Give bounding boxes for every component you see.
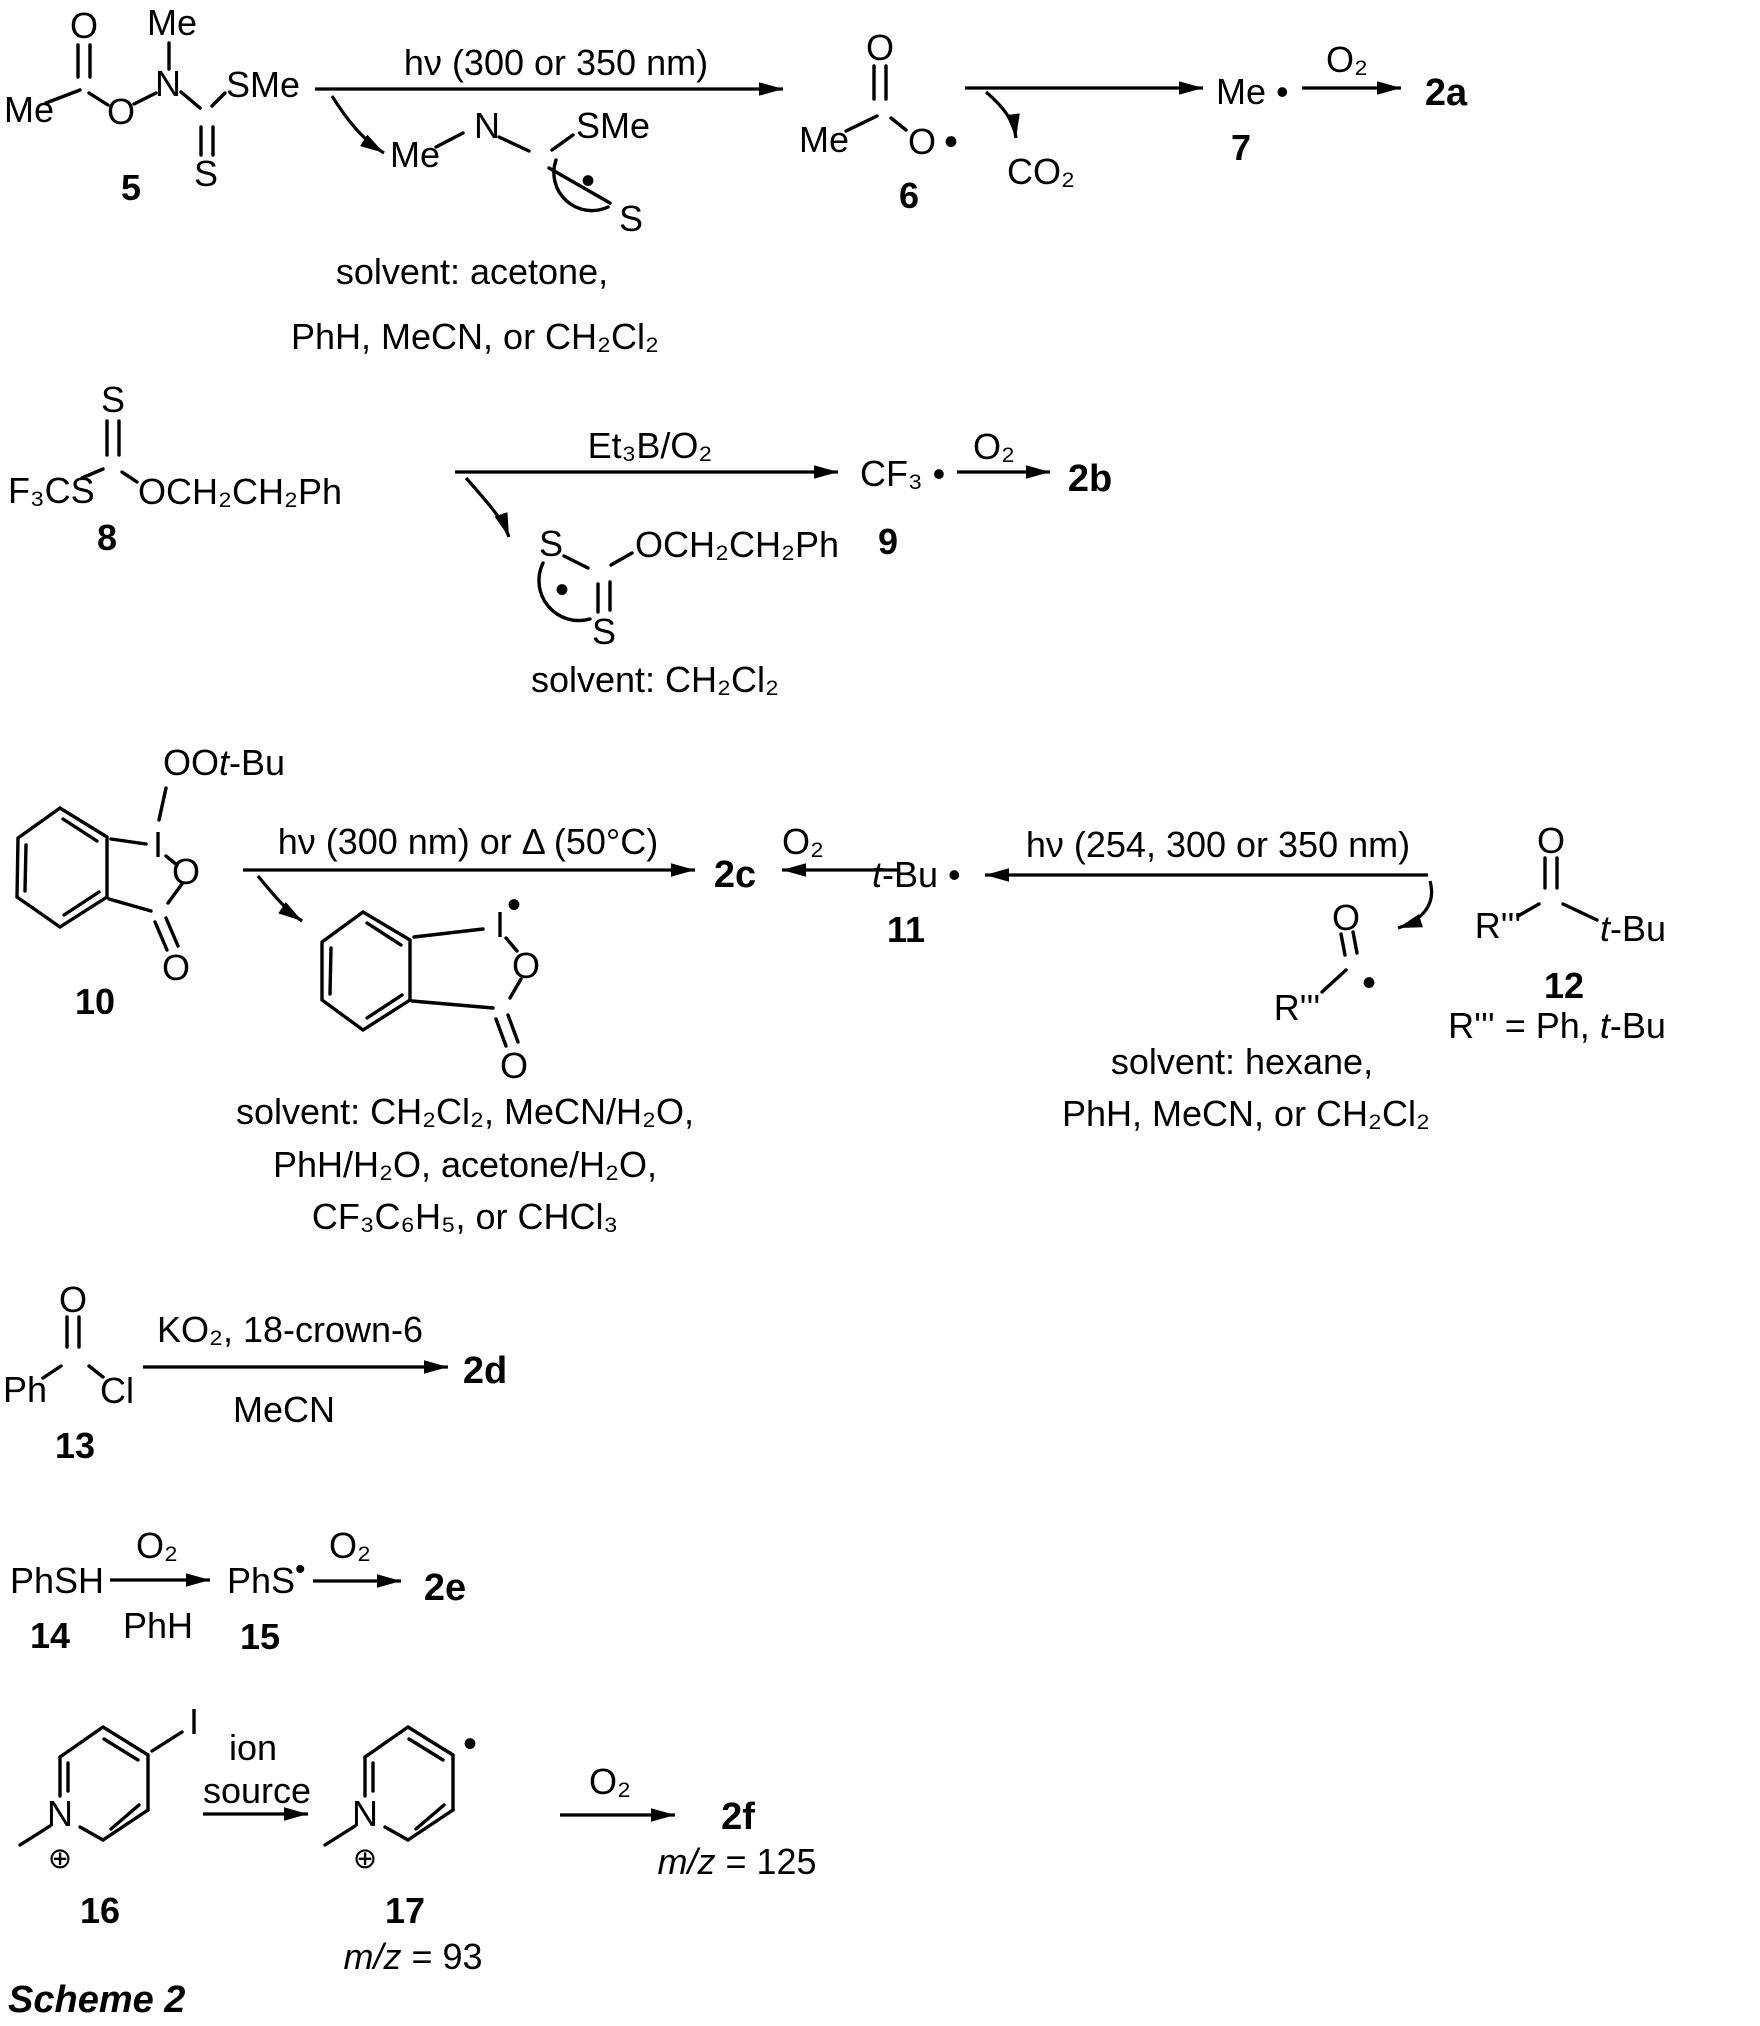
- arrow-solvent: MeCN: [232, 1389, 336, 1430]
- arrow-conditions: ion: [228, 1727, 278, 1768]
- radical-dot: •: [943, 120, 959, 164]
- radical-dot: •: [580, 159, 596, 203]
- atom-label: S: [193, 153, 219, 194]
- atom-label: S: [591, 611, 617, 652]
- atom-label: O: [907, 121, 937, 162]
- atom-label: SMe: [576, 105, 651, 146]
- solvent-note: PhH/H₂O, acetone/H₂O,: [272, 1144, 658, 1185]
- compound-number: 9: [877, 521, 899, 562]
- compound-number: 11: [886, 909, 926, 950]
- r-group-definition: R''' = Ph, t-Bu: [1448, 1005, 1666, 1046]
- compound-number: 16: [79, 1890, 121, 1931]
- radical-dot: •: [1361, 961, 1377, 1005]
- compound-number: 10: [74, 981, 116, 1022]
- atom-label: O: [106, 91, 136, 132]
- arrow-conditions: hν (300 nm) or Δ (50°C): [277, 821, 659, 862]
- atom-label: O: [58, 1279, 88, 1320]
- curved-arrow: [986, 92, 1016, 138]
- radical-dot: •: [506, 883, 522, 927]
- atom-label: OCH₂CH₂Ph: [635, 524, 839, 565]
- solvent-note: solvent: CH₂Cl₂: [530, 659, 780, 700]
- atom-label: t-Bu: [1600, 908, 1667, 949]
- atom-label: R''': [1474, 905, 1522, 946]
- atom-label: O: [1536, 820, 1566, 861]
- atom-label: O: [171, 851, 201, 892]
- arrow-conditions: O₂: [1326, 39, 1368, 80]
- reaction-1: [4, 2, 1468, 357]
- compound-number: 17: [384, 1890, 426, 1931]
- benzene-ring: [322, 912, 410, 1030]
- atom-label: Me: [146, 2, 198, 43]
- atom-label: OCH₂CH₂Ph: [138, 471, 342, 512]
- thiyl-radical-label: PhS•: [227, 1553, 306, 1601]
- compound-8-structure: [8, 379, 342, 558]
- atom-label: Me: [798, 119, 850, 160]
- atom-label: F₃CS: [8, 470, 95, 511]
- reaction-5: [10, 1525, 466, 1657]
- product-label: 2b: [1067, 458, 1113, 500]
- plus-charge-icon: ⊕: [47, 1843, 73, 1875]
- compound-13-structure: [3, 1279, 134, 1466]
- atom-label: N: [474, 105, 500, 146]
- compound-12-structure: [1448, 820, 1666, 1046]
- methyl-radical-label: Me •: [1216, 71, 1289, 112]
- arrow-conditions: O₂: [136, 1525, 178, 1566]
- compound-17-structure: [325, 1722, 483, 1977]
- arrow-conditions: source: [202, 1770, 312, 1811]
- mass-label: m/z = 125: [657, 1841, 817, 1882]
- compound-number: 12: [1543, 965, 1585, 1006]
- radical-dot: •: [462, 1722, 478, 1766]
- compound-number: 6: [898, 175, 920, 216]
- solvent-note: solvent: CH₂Cl₂, MeCN/H₂O,: [236, 1091, 694, 1132]
- compound-5-structure: [4, 2, 300, 208]
- atom-label: I: [152, 824, 164, 865]
- compound-16-structure: [20, 1701, 199, 1931]
- reaction-6: [20, 1701, 817, 1977]
- product-label: 2f: [721, 1796, 755, 1838]
- iodanyl-radical-structure: [322, 883, 540, 1086]
- atom-label: Ph: [2, 1369, 48, 1410]
- atom-label: I: [494, 904, 506, 945]
- atom-label: O: [69, 5, 99, 46]
- cf3-radical-label: CF₃ •: [860, 453, 946, 494]
- byproduct-radical-structure: [539, 523, 839, 652]
- curved-arrow: [1398, 881, 1432, 928]
- curved-arrow: [258, 876, 302, 921]
- atom-label: SMe: [226, 64, 301, 105]
- atom-label: I: [188, 1701, 200, 1742]
- atom-label: Me: [389, 134, 441, 175]
- atom-label: S: [100, 379, 126, 420]
- arrow-conditions: O₂: [589, 1761, 631, 1802]
- compound-number: 15: [239, 1616, 281, 1657]
- curved-arrow: [466, 478, 509, 537]
- solvent-note: CF₃C₆H₅, or CHCl₃: [311, 1196, 619, 1237]
- atom-label: N: [155, 63, 181, 104]
- atom-label: Me: [3, 89, 55, 130]
- arrow-conditions: O₂: [782, 821, 824, 862]
- arrow-conditions: O₂: [329, 1525, 371, 1566]
- product-label: 2c: [713, 854, 757, 896]
- compound-10-structure: [17, 742, 285, 1022]
- compound-number: 8: [96, 517, 118, 558]
- reaction-3: [17, 742, 1666, 1237]
- compound-number: 5: [120, 167, 142, 208]
- solvent-note: PhH, MeCN, or CH₂Cl₂: [1062, 1093, 1430, 1134]
- thiol-label: PhSH: [10, 1560, 105, 1601]
- compound-6-structure: [799, 27, 958, 216]
- byproduct-radical-structure: [390, 105, 650, 239]
- product-label: 2d: [462, 1350, 508, 1392]
- co2-label: CO₂: [1007, 151, 1075, 192]
- curved-arrow: [332, 96, 384, 153]
- radical-dot: •: [554, 568, 570, 612]
- atom-label: O: [511, 945, 541, 986]
- atom-label: O: [161, 947, 191, 988]
- compound-number: 14: [29, 1615, 71, 1656]
- acyl-radical-structure: [1274, 897, 1376, 1028]
- atom-label: S: [618, 198, 644, 239]
- reaction-2: [8, 379, 1112, 700]
- arrow-conditions: hν (254, 300 or 350 nm): [1025, 824, 1411, 865]
- compound-number: 13: [54, 1425, 96, 1466]
- atom-label: Cl: [100, 1370, 134, 1411]
- mass-label: m/z = 93: [343, 1936, 483, 1977]
- tbu-radical-label: t-Bu •: [872, 854, 961, 895]
- solvent-note: solvent: hexane,: [1110, 1041, 1374, 1082]
- atom-label: N: [352, 1793, 378, 1834]
- product-label: 2e: [423, 1567, 467, 1609]
- benzene-ring: [17, 808, 107, 927]
- scheme-title: Scheme 2: [8, 1979, 186, 2021]
- solvent-note: solvent: acetone,: [335, 251, 609, 292]
- atom-label: N: [47, 1793, 73, 1834]
- arrow-conditions: Et₃B/O₂: [587, 425, 713, 466]
- arrow-conditions: hν (300 or 350 nm): [403, 42, 709, 83]
- plus-charge-icon: ⊕: [352, 1843, 378, 1875]
- product-label: 2a: [1424, 72, 1468, 114]
- atom-label: S: [538, 523, 564, 564]
- atom-label: O: [499, 1045, 529, 1086]
- peroxide-label: OOt-Bu: [163, 742, 286, 783]
- compound-number: 7: [1230, 127, 1252, 168]
- arrow-conditions: KO₂, 18-crown-6: [156, 1309, 424, 1350]
- arrow-solvent: PhH: [122, 1605, 194, 1646]
- reaction-4: [3, 1279, 507, 1466]
- atom-label: O: [865, 27, 895, 68]
- atom-label: O: [1331, 897, 1361, 938]
- atom-label: R''': [1273, 987, 1321, 1028]
- solvent-note: PhH, MeCN, or CH₂Cl₂: [291, 316, 659, 357]
- arrow-conditions: O₂: [973, 426, 1015, 467]
